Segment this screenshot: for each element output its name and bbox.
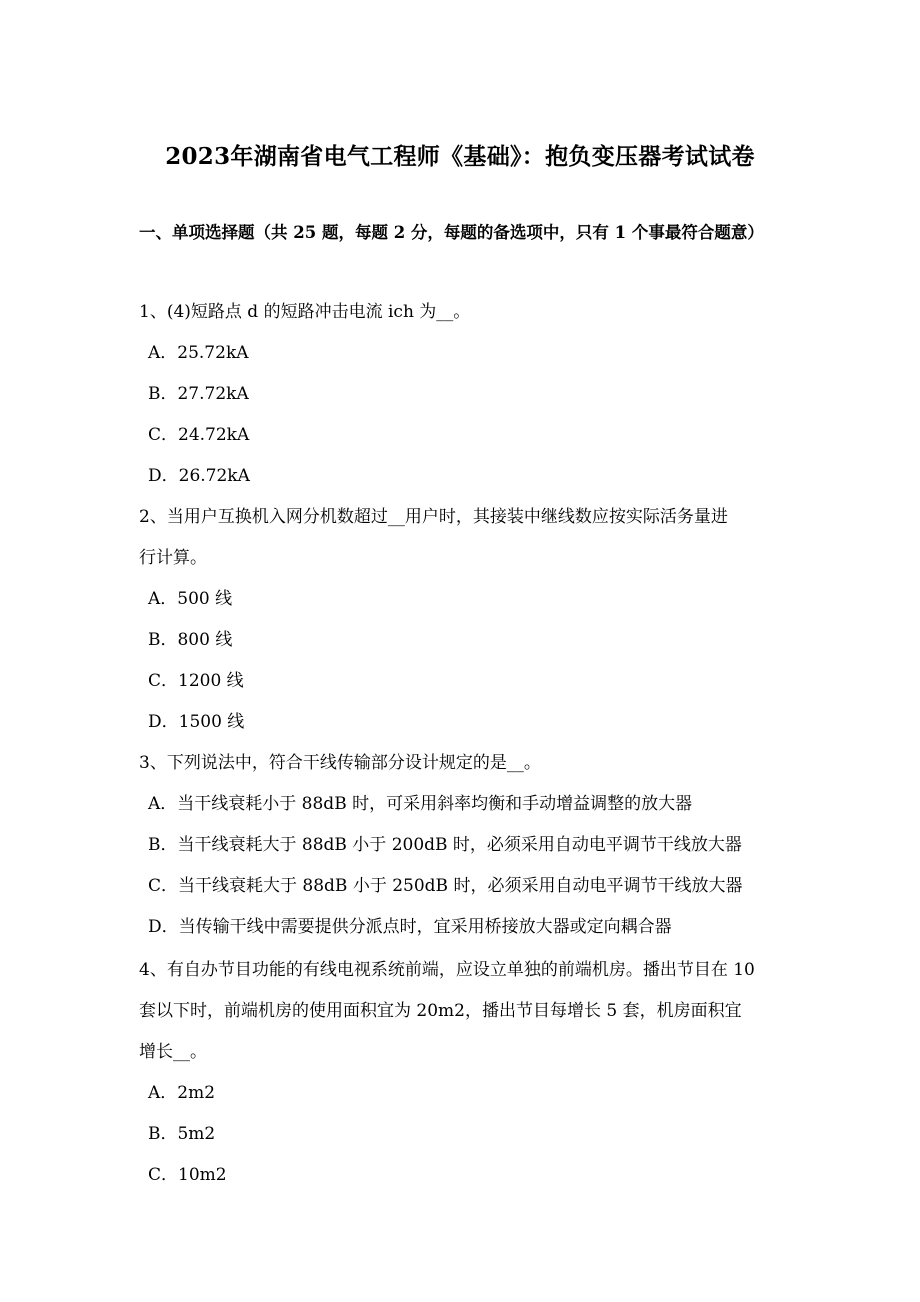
question-2-option-b: B．800 线: [148, 630, 233, 650]
question-3-option-d: D．当传输干线中需要提供分派点时，宜采用桥接放大器或定向耦合器: [148, 917, 672, 937]
question-2-option-c: C．1200 线: [148, 671, 244, 691]
question-4-stem-line-2: 套以下时，前端机房的使用面积宜为 20m2，播出节目每增长 5 套，机房面积宜: [139, 1001, 742, 1021]
question-1-option-d: D．26.72kA: [148, 466, 250, 486]
question-1-option-a: A．25.72kA: [148, 343, 249, 363]
question-3-option-a: A．当干线衰耗小于 88dB 时，可采用斜率均衡和手动增益调整的放大器: [148, 794, 693, 814]
question-1-stem: 1、(4)短路点 d 的短路冲击电流 ich 为__。: [139, 302, 471, 322]
question-3-stem: 3、下列说法中，符合干线传输部分设计规定的是__。: [139, 753, 541, 773]
question-2-stem-line-2: 行计算。: [139, 548, 207, 568]
question-2-option-d: D．1500 线: [148, 712, 245, 732]
question-1-option-b: B．27.72kA: [148, 384, 249, 404]
question-3-option-c: C．当干线衰耗大于 88dB 小于 250dB 时，必须采用自动电平调节干线放大器: [148, 876, 743, 896]
question-4-stem-line-3: 增长__。: [139, 1042, 207, 1062]
section-heading: 一、单项选择题（共 25 题，每题 2 分，每题的备选项中，只有 1 个事最符合题意）: [139, 223, 764, 242]
question-4-option-c: C．10m2: [148, 1165, 227, 1185]
question-4-option-a: A．2m2: [148, 1083, 216, 1103]
question-1-option-c: C．24.72kA: [148, 425, 250, 445]
question-4-option-b: B．5m2: [148, 1124, 216, 1144]
question-3-option-b: B．当干线衰耗大于 88dB 小于 200dB 时，必须采用自动电平调节干线放大器: [148, 835, 742, 855]
question-2-stem-line-1: 2、当用户互换机入网分机数超过__用户时，其接装中继线数应按实际活务量进: [139, 507, 728, 527]
question-4-stem-line-1: 4、有自办节目功能的有线电视系统前端，应设立单独的前端机房。播出节目在 10: [139, 960, 755, 980]
document-title: 2023年湖南省电气工程师《基础》：抱负变压器考试试卷: [165, 143, 755, 170]
question-2-option-a: A．500 线: [148, 589, 233, 609]
